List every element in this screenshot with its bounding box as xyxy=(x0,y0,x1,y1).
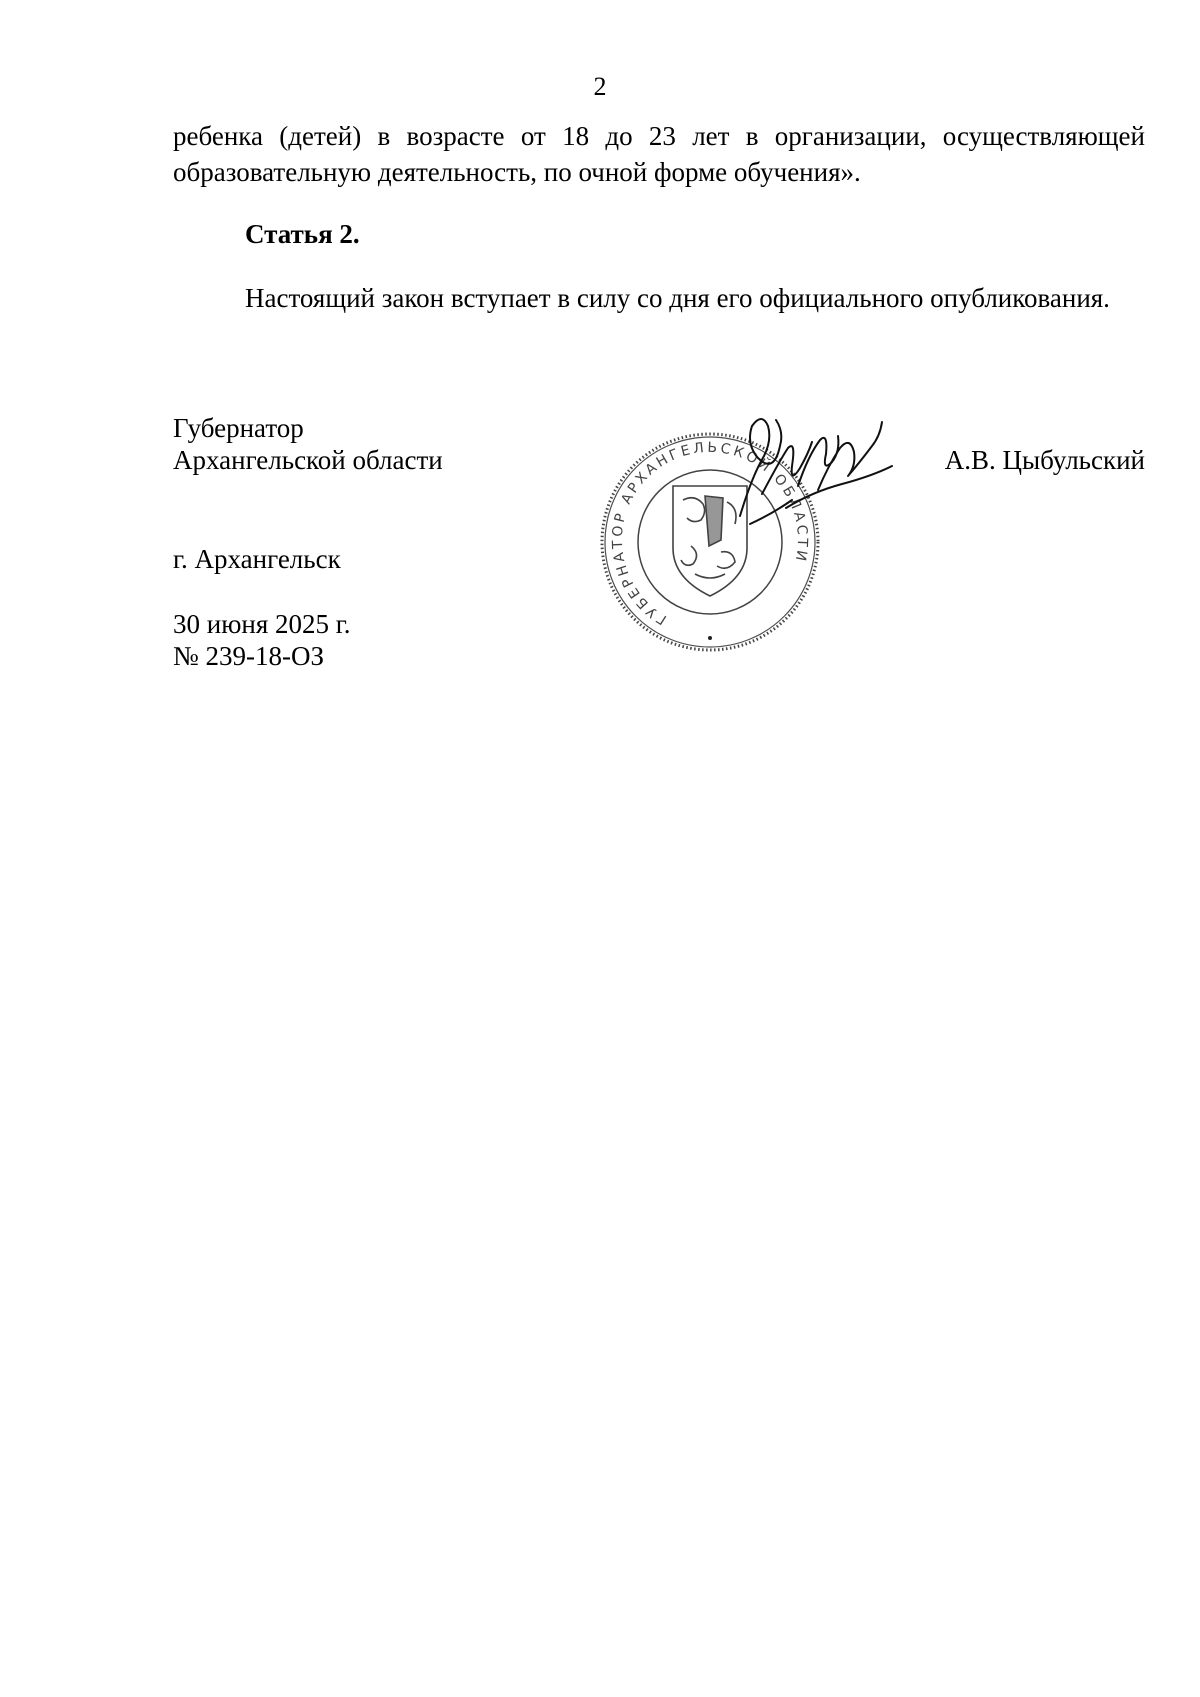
seal-bottom-dot xyxy=(708,636,712,640)
continued-paragraph: ребенка (детей) в возрасте от 18 до 23 лет в организации, осуществляющей образовательную деятельность, по очной форме обучения». xyxy=(173,121,1145,187)
signatory-name: А.В. Цыбульский xyxy=(944,445,1145,475)
place-of-signing: г. Архангельск xyxy=(173,544,341,574)
signatory-title-line-1: Губернатор xyxy=(173,413,304,443)
article-2-text: Настоящий закон вступает в силу со дня его официального опубликования. xyxy=(245,283,1110,313)
law-number: № 239-18-ОЗ xyxy=(173,641,325,671)
date-and-number xyxy=(173,608,351,672)
signatory-title xyxy=(173,412,443,476)
handwritten-signature xyxy=(722,396,902,536)
article-2-heading: Статья 2. xyxy=(245,219,360,249)
signatory-title-line-2: Архангельской области xyxy=(173,445,443,475)
signing-date: 30 июня 2025 г. xyxy=(173,609,351,639)
page-number: 2 xyxy=(593,72,607,101)
seal-ring-text: ГУБЕРНАТОР АРХАНГЕЛЬСКОЙ ОБЛАСТИ xyxy=(609,439,811,628)
